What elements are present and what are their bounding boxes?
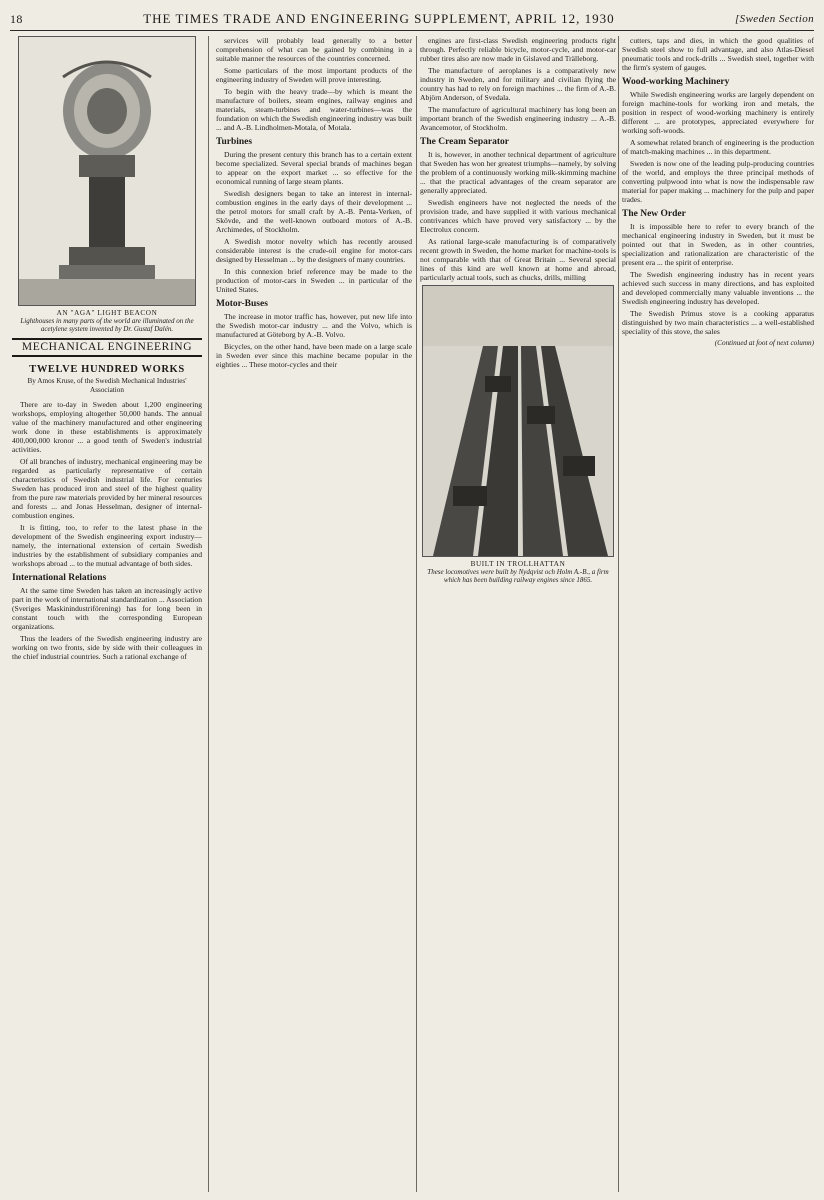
column-rule: [618, 36, 619, 1192]
paragraph: The increase in motor traffic has, however, put new life into the Swedish motor-car industry ... and the Volvo, which is manufactured at Göteborg by A.-B. Volvo.: [216, 312, 412, 339]
paragraph: At the same time Sweden has taken an increasingly active part in the work of international standardization ... Association (Sveriges Maskinindustriförening) has for long been in constant touch with the corresponding European organizations.: [12, 586, 202, 631]
subheading-international-relations: International Relations: [12, 573, 107, 583]
paragraph: Swedish engineers have not neglected the needs of the provision trade, and have supplied it with various mechanical contrivances which have proved very satisfactory ... by the Electrolux concern.: [420, 198, 616, 234]
paragraph: As rational large-scale manufacturing is of comparatively recent growth in Sweden, the home market for machine-tools is not comparable with that of Great Britain ... Several special lines of this kind are well known at home and abroad, particularly actual tools, such as chucks, drills, milling: [420, 237, 616, 282]
subheading-cream-separator: The Cream Separator: [420, 137, 510, 147]
light-beacon-photo: [18, 36, 196, 306]
paragraph: It is, however, in another technical department of agriculture that Sweden has won her greatest triumphs—namely, by solving the problem of a continuously working milk-skimming machine ... that the practical advantages of the cream separator are generally appreciated.: [420, 150, 616, 195]
subheading-motor-buses: Motor-Buses: [216, 299, 268, 309]
photo-caption: [12, 309, 202, 333]
column-4: [622, 36, 814, 1194]
paragraph: engines are first-class Swedish engineering products right through. Perfectly reliable bicycle, motor-cycle, and motor-car rubber tires also are now made in Gislaved and Trälleborg.: [420, 36, 616, 63]
page-number: 18: [10, 11, 23, 26]
publication-title: THE TIMES TRADE AND ENGINEERING SUPPLEMENT, APRIL 12, 1930: [143, 11, 615, 26]
paragraph: Thus the leaders of the Swedish engineering industry are working on two fronts, side by side with their colleagues in the chief industrial countries. Such a rational exchange of: [12, 634, 202, 661]
paragraph: services will probably lead generally to a better comprehension of what can be gained by combining in a suitable manner the resources of the countries concerned.: [216, 36, 412, 63]
paragraph: The manufacture of agricultural machinery has long been an important branch of the Swedish engineering industry ... A.-B. Avancemotor, of Stockholm.: [420, 105, 616, 132]
paragraph: Bicycles, on the other hand, have been made on a large scale in Sweden ever since this machine became popular in the eighties ... These motor-cycles and their: [216, 342, 412, 369]
paragraph: To begin with the heavy trade—by which is meant the manufacture of boilers, steam engines, railway engines and materials, steam-turbines and water-turbines—was the foundation on which the Swedish engineering industry was built ... and A.-B. Lindholmen-Motala, of Motala.: [216, 87, 412, 132]
photo-caption-title: AN "AGA" LIGHT BEACON: [56, 309, 158, 317]
paragraph: The manufacture of aeroplanes is a comparatively new industry in Sweden, and for military and civilian flying the country has had to rely on foreign machines ... the firm of A.-B. Abjörn Anderson, of Svedala.: [420, 66, 616, 102]
paragraph: Of all branches of industry, mechanical engineering may be regarded as particularly representative of certain characteristics of Swedish industrial life. For centuries Sweden has produced iron and steel of the highest quality from the pure raw materials provided by her mineral resources and forests ... and Jonas Hesselman, designer of internal-combustion engines.: [12, 457, 202, 520]
paragraph: The Swedish Primus stove is a cooking apparatus distinguished by two main characteristics ... a well-established speciality of this stove, the sales: [622, 309, 814, 336]
paragraph: It is fitting, too, to refer to the latest phase in the development of the Swedish engineering export industry—namely, the international extension of certain Swedish industries by the establishment of subsidiary companies and workshops abroad ... to the mutual advantage of both sides.: [12, 523, 202, 568]
paragraph: cutters, taps and dies, in which the good qualities of Swedish steel show to full advantage, and also Atlas-Diesel pneumatic tools and rock-drills ... Swedish steel, together with the firm's system of gauges.: [622, 36, 814, 72]
column-1: [12, 36, 202, 1194]
article-title: TWELVE HUNDRED WORKS: [29, 364, 185, 375]
paragraph: Some particulars of the most important products of the engineering industry of Sweden will prove interesting.: [216, 66, 412, 84]
section-label: [Sweden Section: [734, 13, 814, 25]
section-heading: MECHANICAL ENGINEERING: [12, 338, 202, 357]
column-2: [216, 36, 412, 1194]
paragraph: A somewhat related branch of engineering is the production of match-making machines ... in this department.: [622, 138, 814, 156]
photo-caption-title: BUILT IN TROLLHATTAN: [470, 560, 566, 568]
paragraph: It is impossible here to refer to every branch of the mechanical engineering industry in Sweden, but it must be pointed out that in Sweden, as in other countries, specialization and rationalization are characteristic of the present era ... the spirit of enterprise.: [622, 222, 814, 267]
column-3: [420, 36, 616, 1194]
photo-caption-body: These locomotives were built by Nydqvist och Holm A.-B., a firm which has been building railway engines since 1865.: [427, 568, 609, 584]
masthead: [10, 8, 814, 31]
paragraph: Swedish designers began to take an interest in internal-combustion engines in the early days of their development ... the petrol motors for small craft by A.-B. Penta-Verken, of Skövde, and the well-known outboard motors of A.-B. Archimedes, of Stockholm.: [216, 189, 412, 234]
paragraph: The Swedish engineering industry has in recent years achieved such success in many directions, and has exploited and developed commercially many valuable inventions ... the Swedish engineering industry has developed.: [622, 270, 814, 306]
column-rule: [208, 36, 209, 1192]
paragraph: In this connexion brief reference may be made to the production of motor-cars in Sweden ... in particular of the United States.: [216, 267, 412, 294]
paragraph: A Swedish motor novelty which has recently aroused considerable interest is the crude-oil engine for motor-cars designed by Hesselman ... by the designers of many countries.: [216, 237, 412, 264]
byline: By Amos Kruse, of the Swedish Mechanical Industries' Association: [27, 377, 187, 394]
subheading-wood-working: Wood-working Machinery: [622, 77, 730, 87]
photo-caption-body: Lighthouses in many parts of the world are illuminated on the acetylene system invented by Dr. Gustaf Dalén.: [20, 317, 194, 333]
paragraph: During the present century this branch has to a certain extent become specialized. Several special brands of machines began to appear on the export market ... so effective for the economical running of large steam plants.: [216, 150, 412, 186]
paragraph: Sweden is now one of the leading pulp-producing countries of the world, and employs the three principal methods of converting pulpwood into what is now the indispensable raw material for paper making ... machinery for the pulp and paper trades.: [622, 159, 814, 204]
column-rule: [416, 36, 417, 1192]
paragraph: While Swedish engineering works are largely dependent on foreign machine-tools for working iron and metals, the position in respect of wood-working machinery is entirely different ... are prototypes, appreciated everywhere for working soft-woods.: [622, 90, 814, 135]
paragraph: There are to-day in Sweden about 1,200 engineering workshops, employing altogether 50,000 hands. The annual value of the machinery manufactured and other engineering work done in these establishments is approximately 400,000,000 kronor ... a good tenth of Sweden's industrial activities.: [12, 400, 202, 454]
subheading-new-order: The New Order: [622, 209, 686, 219]
locomotives-photo: [422, 285, 614, 557]
subheading-turbines: Turbines: [216, 137, 253, 147]
continued-note: (Continued at foot of next column): [714, 339, 814, 347]
photo-caption: [420, 560, 616, 584]
